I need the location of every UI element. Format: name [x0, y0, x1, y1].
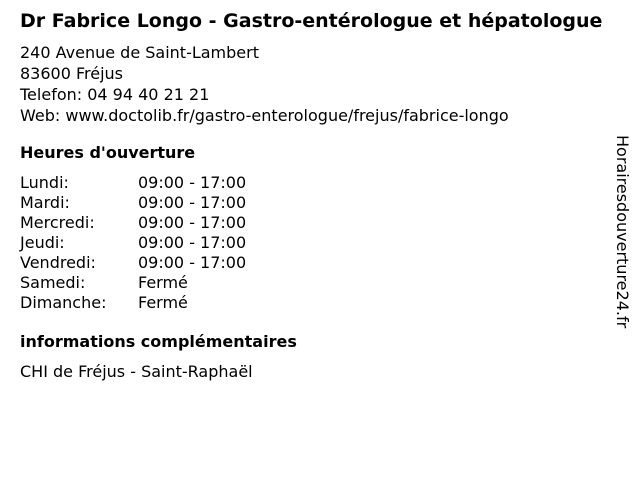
day-hours: 09:00 - 17:00 [138, 233, 247, 252]
day-label: Vendredi: [20, 253, 96, 272]
website-link[interactable]: Web: www.doctolib.fr/gastro-enterologue/frejus/fabrice-longo [20, 106, 509, 125]
watermark-text: Horairesdouverture24.fr [613, 135, 632, 329]
day-hours: Fermé [138, 293, 188, 312]
day-hours: 09:00 - 17:00 [138, 213, 247, 232]
day-hours: 09:00 - 17:00 [138, 173, 247, 192]
opening-hours-heading: Heures d'ouverture [20, 143, 196, 162]
address-city: 83600 Fréjus [20, 64, 124, 83]
day-label: Dimanche: [20, 293, 107, 312]
site-watermark [612, 135, 632, 370]
phone-number[interactable]: Telefon: 04 94 40 21 21 [20, 85, 210, 104]
address-street: 240 Avenue de Saint-Lambert [20, 43, 259, 62]
additional-info-text: CHI de Fréjus - Saint-Raphaël [20, 362, 253, 381]
additional-info-heading: informations complémentaires [20, 332, 297, 351]
hours-row-friday [20, 253, 612, 273]
hours-row-tuesday [20, 193, 612, 213]
hours-row-thursday [20, 233, 612, 253]
contact-block [20, 42, 612, 126]
day-label: Lundi: [20, 173, 69, 192]
hours-row-wednesday [20, 213, 612, 233]
day-label: Samedi: [20, 273, 86, 292]
hours-row-saturday [20, 273, 612, 293]
day-hours: 09:00 - 17:00 [138, 253, 247, 272]
day-hours: Fermé [138, 273, 188, 292]
doctor-listing [20, 10, 612, 382]
hours-row-monday [20, 173, 612, 193]
day-hours: 09:00 - 17:00 [138, 193, 247, 212]
day-label: Mercredi: [20, 213, 95, 232]
day-label: Jeudi: [20, 233, 65, 252]
hours-row-sunday [20, 293, 612, 313]
page-title: Dr Fabrice Longo - Gastro-entérologue et hépatologue [20, 10, 603, 32]
opening-hours-table [20, 173, 612, 313]
day-label: Mardi: [20, 193, 70, 212]
